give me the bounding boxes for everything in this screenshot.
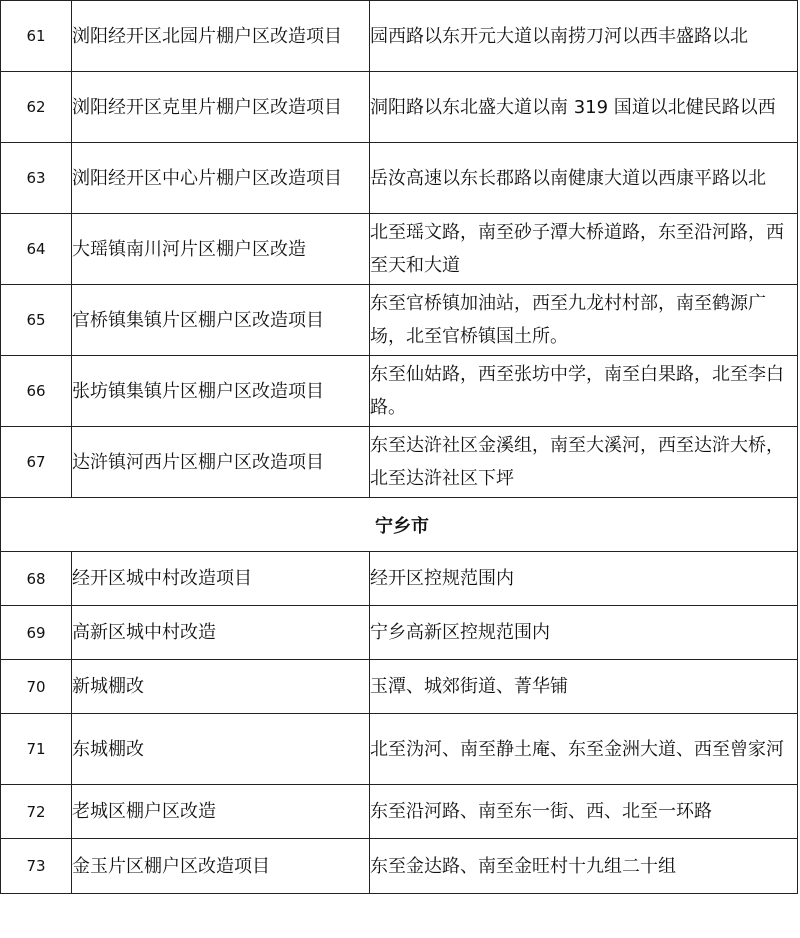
- project-scope: 玉潭、城郊街道、菁华铺: [370, 660, 798, 714]
- table-row: [1, 356, 798, 427]
- project-name: 张坊镇集镇片区棚户区改造项目: [72, 356, 370, 427]
- row-number: 61: [1, 1, 72, 72]
- row-number: 70: [1, 660, 72, 714]
- row-number: 69: [1, 606, 72, 660]
- project-scope: 洞阳路以东北盛大道以南 319 国道以北健民路以西: [370, 72, 798, 143]
- project-scope: 东至金达路、南至金旺村十九组二十组: [370, 839, 798, 894]
- row-number: 68: [1, 552, 72, 606]
- project-scope: 岳汝高速以东长郡路以南健康大道以西康平路以北: [370, 143, 798, 214]
- row-number: 62: [1, 72, 72, 143]
- project-scope: 园西路以东开元大道以南捞刀河以西丰盛路以北: [370, 1, 798, 72]
- row-number: 67: [1, 427, 72, 498]
- project-scope: 北至沩河、南至静土庵、东至金洲大道、西至曾家河: [370, 714, 798, 785]
- table-row: [1, 427, 798, 498]
- project-name: 经开区城中村改造项目: [72, 552, 370, 606]
- row-number: 65: [1, 285, 72, 356]
- project-name: 浏阳经开区中心片棚户区改造项目: [72, 143, 370, 214]
- section-title: 宁乡市: [375, 515, 429, 537]
- project-name: 老城区棚户区改造: [72, 785, 370, 839]
- table-row: [1, 714, 798, 785]
- table-row: [1, 660, 798, 714]
- table-row: [1, 552, 798, 606]
- project-scope: 东至达浒社区金溪组，南至大溪河，西至达浒大桥，北至达浒社区下坪: [370, 427, 798, 498]
- project-name: 高新区城中村改造: [72, 606, 370, 660]
- row-number: 71: [1, 714, 72, 785]
- project-name: 官桥镇集镇片区棚户区改造项目: [72, 285, 370, 356]
- section-title-cell: [1, 498, 798, 552]
- row-number: 64: [1, 214, 72, 285]
- project-name: 金玉片区棚户区改造项目: [72, 839, 370, 894]
- table-row: [1, 839, 798, 894]
- table-row: [1, 72, 798, 143]
- project-scope: 东至仙姑路，西至张坊中学，南至白果路，北至李白路。: [370, 356, 798, 427]
- project-scope: 东至沿河路、南至东一街、西、北至一环路: [370, 785, 798, 839]
- project-scope: 宁乡高新区控规范围内: [370, 606, 798, 660]
- project-name: 浏阳经开区克里片棚户区改造项目: [72, 72, 370, 143]
- project-name: 东城棚改: [72, 714, 370, 785]
- project-name: 达浒镇河西片区棚户区改造项目: [72, 427, 370, 498]
- project-name: 大瑶镇南川河片区棚户区改造: [72, 214, 370, 285]
- table-row: [1, 214, 798, 285]
- project-scope: 北至瑶文路，南至砂子潭大桥道路，东至沿河路，西至天和大道: [370, 214, 798, 285]
- table-row: [1, 785, 798, 839]
- project-scope: 东至官桥镇加油站，西至九龙村村部，南至鹤源广场，北至官桥镇国土所。: [370, 285, 798, 356]
- table-row: [1, 606, 798, 660]
- table-row: [1, 1, 798, 72]
- table-row: [1, 143, 798, 214]
- project-name: 浏阳经开区北园片棚户区改造项目: [72, 1, 370, 72]
- project-scope: 经开区控规范围内: [370, 552, 798, 606]
- row-number: 63: [1, 143, 72, 214]
- section-header-row: [1, 498, 798, 552]
- row-number: 66: [1, 356, 72, 427]
- row-number: 72: [1, 785, 72, 839]
- row-number: 73: [1, 839, 72, 894]
- table-row: [1, 285, 798, 356]
- project-name: 新城棚改: [72, 660, 370, 714]
